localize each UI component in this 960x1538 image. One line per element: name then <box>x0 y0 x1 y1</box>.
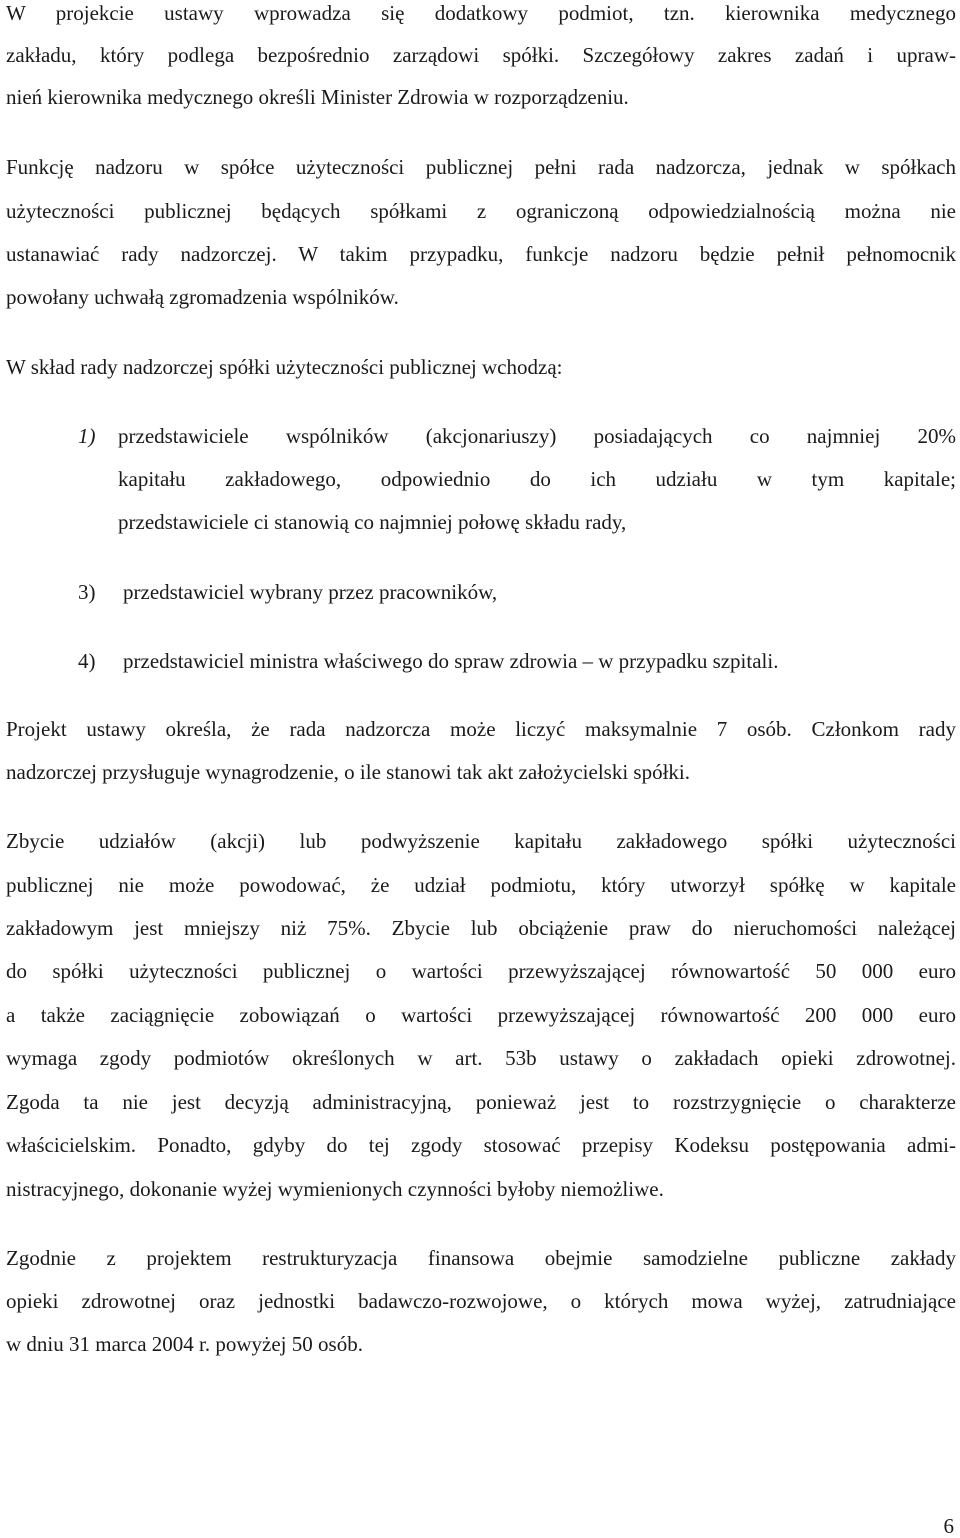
paragraph-5-line-1: Zbycie udziałów (akcji) lub podwyższenie kapitału zakładowego spółki użyteczności <box>6 829 956 853</box>
paragraph-1-line-1: W projekcie ustawy wprowadza się dodatkowy podmiot, tzn. kierownika medycznego <box>6 1 956 25</box>
paragraph-1-line-2: zakładu, który podlega bezpośrednio zarządowi spółki. Szczegółowy zakres zadań i upraw- <box>6 43 956 67</box>
paragraph-6-line-3: w dniu 31 marca 2004 r. powyżej 50 osób. <box>6 1332 363 1356</box>
paragraph-4-line-1: Projekt ustawy określa, że rada nadzorcza może liczyć maksymalnie 7 osób. Członkom rady <box>6 717 956 741</box>
list-item-1-line-3: przedstawiciele ci stanowią co najmniej połowę składu rady, <box>118 510 627 534</box>
list-item-2-line-1: przedstawiciel wybrany przez pracowników, <box>123 580 498 604</box>
list-item-3-line-1: przedstawiciel ministra właściwego do spraw zdrowia – w przypadku szpitali. <box>123 649 779 673</box>
paragraph-5-line-5: a także zaciągnięcie zobowiązań o wartości przewyższającej równowartość 200 000 euro <box>6 1003 956 1027</box>
paragraph-2-line-3: ustanawiać rady nadzorczej. W takim przypadku, funkcje nadzoru będzie pełnił pełnomocnik <box>6 242 956 266</box>
paragraph-2-line-1: Funkcję nadzoru w spółce użyteczności publicznej pełni rada nadzorcza, jednak w spółkach <box>6 155 956 179</box>
paragraph-5-line-7: Zgoda ta nie jest decyzją administracyjną, ponieważ jest to rozstrzygnięcie o charakterze <box>6 1090 956 1114</box>
list-item-3-marker: 4) <box>78 649 96 673</box>
paragraph-5-line-4: do spółki użyteczności publicznej o wartości przewyższającej równowartość 50 000 euro <box>6 959 956 983</box>
paragraph-5-line-6: wymaga zgody podmiotów określonych w art. 53b ustawy o zakładach opieki zdrowotnej. <box>6 1046 956 1070</box>
paragraph-5-line-8: właścicielskim. Ponadto, gdyby do tej zgody stosować przepisy Kodeksu postępowania admi- <box>6 1133 956 1157</box>
paragraph-3-line-1: W skład rady nadzorczej spółki użyteczności publicznej wchodzą: <box>6 355 563 379</box>
paragraph-2-line-2: użyteczności publicznej będących spółkami z ograniczoną odpowiedzialnością można nie <box>6 199 956 223</box>
list-item-2-marker: 3) <box>78 580 96 604</box>
paragraph-2-line-4: powołany uchwałą zgromadzenia wspólników. <box>6 285 399 309</box>
page-number: 6 <box>943 1514 954 1538</box>
paragraph-1-line-3: nień kierownika medycznego określi Minister Zdrowia w rozporządzeniu. <box>6 85 629 109</box>
paragraph-6-line-2: opieki zdrowotnej oraz jednostki badawczo-rozwojowe, o których mowa wyżej, zatrudniające <box>6 1289 956 1313</box>
paragraph-5-line-3: zakładowym jest mniejszy niż 75%. Zbycie lub obciążenie praw do nieruchomości należącej <box>6 916 956 940</box>
paragraph-5-line-2: publicznej nie może powodować, że udział podmiotu, który utworzył spółkę w kapitale <box>6 873 956 897</box>
list-item-1-line-1: przedstawiciele wspólników (akcjonariuszy) posiadających co najmniej 20% <box>118 424 956 448</box>
paragraph-4-line-2: nadzorczej przysługuje wynagrodzenie, o ile stanowi tak akt założycielski spółki. <box>6 760 691 784</box>
list-item-1-line-2: kapitału zakładowego, odpowiednio do ich udziału w tym kapitale; <box>118 467 956 491</box>
paragraph-5-line-9: nistracyjnego, dokonanie wyżej wymienionych czynności byłoby niemożliwe. <box>6 1177 664 1201</box>
list-item-1-marker: 1) <box>78 424 96 448</box>
paragraph-6-line-1: Zgodnie z projektem restrukturyzacja finansowa obejmie samodzielne publiczne zakłady <box>6 1246 956 1270</box>
